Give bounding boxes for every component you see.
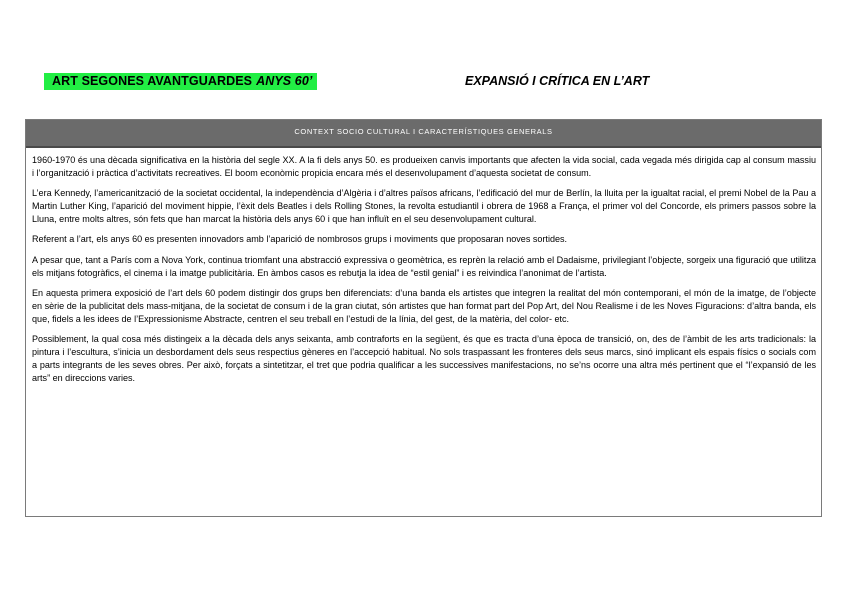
paragraph: 1960-1970 és una dècada significativa en la història del segle XX. A la fi dels anys 50. es produeixen canvis importants que afecten la vida social, cada vegada més dirigida cap al consum massiu i l’organització i pràctica d’activitats recreatives. El boom econòmic propicia encara més el desenvolupament d’aquesta societat de consum. (32, 155, 816, 179)
paragraph: L’era Kennedy, l’americanització de la societat occidental, la independència d’Algèria i d’altres països africans, l’edificació del mur de Berlín, la lluita per la igualtat racial, el premi Nobel de la Pau a Martin Luther King, l’aparició del moviment hippie, l’èxit dels Beatles i dels Rolling Stones, la revolta estudiantil i obrera de 1968 a França, el primer vol del Concorde, els primers passos sobre la Lluna, entre molts altres, són fets que han marcat la història dels anys 60 i que han influït en el seu desenvolupament cultural. (32, 188, 816, 225)
paragraph: En aquesta primera exposició de l’art dels 60 podem distingir dos grups ben diferenciats: d’una banda els artistes que integren la realitat del món contemporani, el món de la imatge, de l’objecte en sèrie de la publicitat dels mass-mitjana, de la societat de consum i de la gran ciutat, són artistes que han format part del Pop Art, del Nou Realisme i de les Noves Figuracions: d’altra banda, els que, fidels a les idees de l’Expressionisme Abstracte, centren el seu treball en l’estudi de la línia, del gest, de la matèria, del color- etc. (32, 287, 816, 324)
paragraph: Possiblement, la qual cosa més distingeix a la dècada dels anys seixanta, amb contraforts en la següent, és que es tracta d’una època de transició, on, des de l’àmbit de les arts tradicionals: la pintura i l’escultura, s’inicia un desbordament dels seus respectius gèneres en l’accepció habitual. No sols traspassant les fronteres dels seus marcs, sinó implicant els espais físics o socials com a parts integrants de les seves obres. Per això, forçats a sintetitzar, el tret que podria qualificar a les successives manifestacions, no se’ns ocorre una altra més pertinent que el “l’expansió de les arts” en direccions varies. (32, 334, 816, 384)
title-period: ANYS 60’ (256, 74, 313, 88)
section-body (26, 148, 821, 385)
paragraph: Referent a l’art, els anys 60 es presenten innovadors amb l’aparició de nombrosos grups i moviments que proposaran noves sortides. (32, 234, 568, 245)
section-heading: CONTEXT SOCIO CULTURAL I CARACTERÍSTIQUES GENERALS (26, 120, 821, 148)
page-title (44, 73, 317, 90)
title-main: ART SEGONES AVANTGUARDES (52, 74, 253, 88)
page-header (44, 73, 804, 91)
paragraph: A pesar que, tant a París com a Nova York, continua triomfant una abstracció expressiva o geomètrica, es reprèn la relació amb el Dadaisme, privilegiant l’objecte, sorgeix una figuració que utilitza els mitjans fotogràfics, el cinema i la imatge publicitària. En àmbos casos es rebutja la idea de “estil genial” i es reivindica l’anonimat de l’artista. (32, 254, 816, 278)
content-box (25, 119, 822, 517)
page-subtitle: EXPANSIÓ I CRÍTICA EN L’ART (465, 74, 650, 88)
